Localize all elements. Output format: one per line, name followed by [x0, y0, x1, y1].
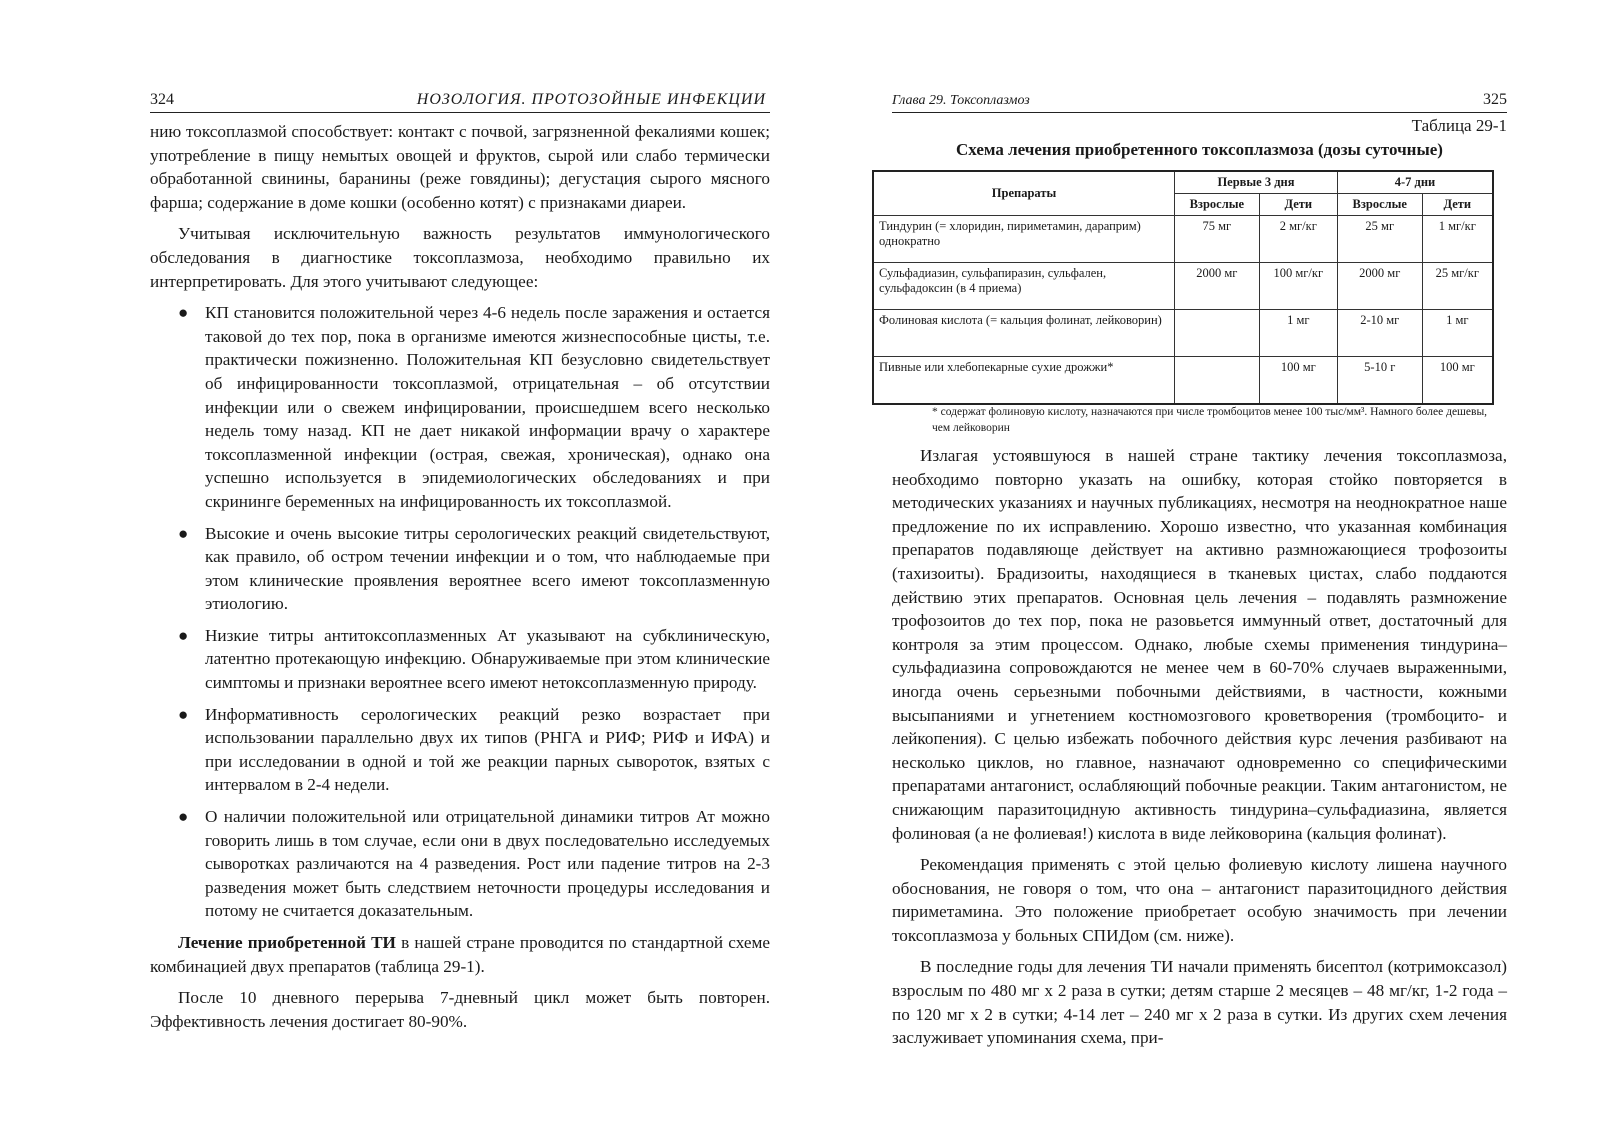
dose-cell: 1 мг: [1422, 310, 1493, 357]
dose-cell: [1175, 357, 1260, 405]
period2-header: 4-7 дни: [1337, 171, 1493, 194]
drug-cell: Пивные или хлебопекарные сухие дрожжи*: [873, 357, 1175, 405]
bullet-text: Высокие и очень высокие титры серологических реакций свидетельствуют, как правило, об остром течении инфекции и о том, что наблюдаемые при этом клинические проявления вероятнее всего имеют токсоплазменную этиологию.: [205, 523, 770, 614]
left-running-head: [150, 88, 770, 113]
table-row: [873, 263, 1493, 310]
drug-cell: Тиндурин (= хлоридин, пириметамин, дараприм) однократно: [873, 216, 1175, 263]
bullet-icon: ●: [178, 625, 189, 645]
bullet-icon: ●: [178, 704, 189, 724]
dose-cell: [1175, 310, 1260, 357]
right-page: [879, 0, 1507, 1135]
left-page: [150, 0, 770, 1135]
running-title-right: Глава 29. Токсоплазмоз: [892, 93, 1030, 108]
table-row: [873, 357, 1493, 405]
bullet-text: О наличии положительной или отрицательной динамики титров Ат можно говорить лишь в том случае, если они в двух последовательно исследуемых сыворотках различаются на 4 разведения. Рост или падение титров на 2-3 разведения может быть следствием неточности процедуры исследования и потому не считается доказательным.: [205, 807, 770, 921]
treatment-paragraph: [150, 931, 770, 978]
intro-paragraph: нию токсоплазмой способствует: контакт с почвой, загрязненной фекалиями кошек; употребление в пищу немытых овощей и фруктов, сырой или слабо термически обработанной свинины, баранины (реже говядины); дегустация сырого мясного фарша; содержание в доме кошки (особенно котят) с признаками диареи.: [150, 122, 770, 212]
right-running-head: [892, 88, 1507, 113]
list-item: [150, 805, 770, 923]
page-number-left: 324: [150, 91, 174, 108]
dose-cell: 75 мг: [1175, 216, 1260, 263]
bullet-text: Низкие титры антитоксоплазменных Ат указывают на субклиническую, латентно протекающую инфекцию. Обнаруживаемые при этом клинические симптомы и признаки вероятнее всего имеют нетоксоплазменную природу.: [205, 625, 770, 693]
dose-cell: 2 мг/кг: [1259, 216, 1337, 263]
p2-adults-header: Взрослые: [1337, 194, 1422, 216]
final-paragraph: После 10 дневного перерыва 7-дневный цикл может быть повторен. Эффективность лечения достигает 80-90%.: [150, 988, 770, 1031]
bullet-icon: ●: [178, 807, 189, 827]
table-caption: Таблица 29-1: [1411, 116, 1507, 135]
folic-acid-paragraph: Рекомендация применять с этой целью фолиевую кислоту лишена научного обоснования, не говоря о том, что она – антагонист паразитоцидного действия пириметамина. Это положение приобретает особую значимость при лечении токсоплазмоза у больных СПИДом (см. ниже).: [892, 855, 1507, 945]
biseptol-paragraph: В последние годы для лечения ТИ начали применять бисептол (котримоксазол) взрослым по 480 мг х 2 раза в сутки; детям старше 2 месяцев – 48 мг/кг, 1-2 года – по 120 мг х 2 в сутки; 4-14 лет – 240 мг х 2 раза в сутки. Из других схем лечения заслуживает упоминания схема, при-: [892, 957, 1507, 1048]
dose-cell: 25 мг: [1337, 216, 1422, 263]
bullet-text: КП становится положительной через 4-6 недель после заражения и остается таковой до тех пор, пока в организме имеются жизнеспособные цисты, т.е. практически пожизненно. Положительная КП безусловно свидетельствует об инфицированности токсоплазмой, отрицательная – об отсутствии инфекции или о свежем инфицировании, происшедшем всего несколько недель тому назад. КП не дает никакой информации врачу о характере токсоплазменной инфекции (острая, свежая, хроническая), однако она успешно используется в эпидемиологических обследованиях и при скрининге беременных на инфицированность их токсоплазмой.: [205, 303, 770, 511]
bullet-list: [150, 301, 770, 923]
p2-children-header: Дети: [1422, 194, 1493, 216]
table-title: Схема лечения приобретенного токсоплазмоза (дозы суточные): [956, 140, 1443, 159]
bullet-icon: ●: [178, 303, 189, 323]
list-item: [150, 624, 770, 695]
treatment-text: в нашей стране проводится по стандартной схеме комбинацией двух препаратов (таблица 29-1).: [150, 933, 770, 976]
list-item: [150, 522, 770, 616]
table-footnote: * содержат фолиновую кислоту, назначаются при числе тромбоцитов менее 100 тыс/мм³. Намного более дешевы, чем лейковорин: [932, 406, 1488, 434]
dose-cell: 1 мг/кг: [1422, 216, 1493, 263]
bullet-text: Информативность серологических реакций резко возрастает при использовании параллельно двух их типов (РНГА и РИФ; РИФ и ИФА) и при исследовании в одной и той же реакции парных сывороток, взятых с интервалом в 2-4 недели.: [205, 704, 770, 795]
dose-cell: 1 мг: [1259, 310, 1337, 357]
p1-children-header: Дети: [1259, 194, 1337, 216]
table-header-row: [873, 171, 1493, 194]
dose-cell: 5-10 г: [1337, 357, 1422, 405]
table-row: [873, 310, 1493, 357]
dose-cell: 2-10 мг: [1337, 310, 1422, 357]
right-body: [892, 444, 1507, 1058]
dose-cell: 100 мг: [1259, 357, 1337, 405]
dose-cell: 2000 мг: [1337, 263, 1422, 310]
list-item: [150, 703, 770, 797]
drug-cell: Сульфадиазин, сульфапиразин, сульфален, сульфадоксин (в 4 приема): [873, 263, 1175, 310]
drugs-header: Препараты: [873, 171, 1175, 216]
running-title-left: НОЗОЛОГИЯ. ПРОТОЗОЙНЫЕ ИНФЕКЦИИ: [416, 91, 766, 108]
bullet-icon: ●: [178, 523, 189, 543]
left-body: [150, 120, 770, 1041]
treatment-table: [872, 170, 1494, 405]
treatment-bold: Лечение приобретенной ТИ: [178, 933, 396, 952]
page-number-right: 325: [1483, 91, 1507, 108]
dose-cell: 25 мг/кг: [1422, 263, 1493, 310]
drug-cell: Фолиновая кислота (= кальция фолинат, лейковорин): [873, 310, 1175, 357]
table-row: [873, 216, 1493, 263]
tactics-paragraph: Излагая устоявшуюся в нашей стране тактику лечения токсоплазмоза, необходимо повторно указать на ошибку, которая стойко повторяется в методических указаниях и научных публикациях, несмотря на неоднократное наше предложение по их исправлению. Хорошо известно, что указанная комбинация препаратов подавляюще действует на активно размножающиеся трофозоиты (тахизоиты). Брадизоиты, находящиеся в тканевых цистах, слабо поддаются действию этих препаратов. Основная цель лечения – подавлять размножение трофозоитов до тех пор, пока не разовьется иммунный ответ, достаточный для контроля за этим процессом. Однако, любые схемы применения тиндурина–сульфадиазина сопровождаются не менее чем в 60-70% случаев выраженными, иногда очень серьезными побочными действиями, в частности, кожными высыпаниями и угнетением костномозгового кроветворения (тромбоцито- и лейкопения). С целью избежать побочного действия курс лечения разбивают на несколько циклов, но главное, назначают одновременно со специфическими препаратами антагонист, ослабляющий побочные реакции. Таким антагонистом, не снижающим паразитоцидную активность тиндурина–сульфадиазина, является фолиновая (а не фолиевая!) кислота в виде лейковорина (кальция фолинат).: [892, 446, 1507, 843]
dose-cell: 100 мг: [1422, 357, 1493, 405]
dose-cell: 2000 мг: [1175, 263, 1260, 310]
period1-header: Первые 3 дня: [1175, 171, 1338, 194]
list-item: [150, 301, 770, 513]
interpretation-paragraph: Учитывая исключительную важность результатов иммунологического обследования в диагностике токсоплазмоза, необходимо правильно их интерпретировать. Для этого учитывают следующее:: [150, 224, 770, 291]
dose-cell: 100 мг/кг: [1259, 263, 1337, 310]
p1-adults-header: Взрослые: [1175, 194, 1260, 216]
